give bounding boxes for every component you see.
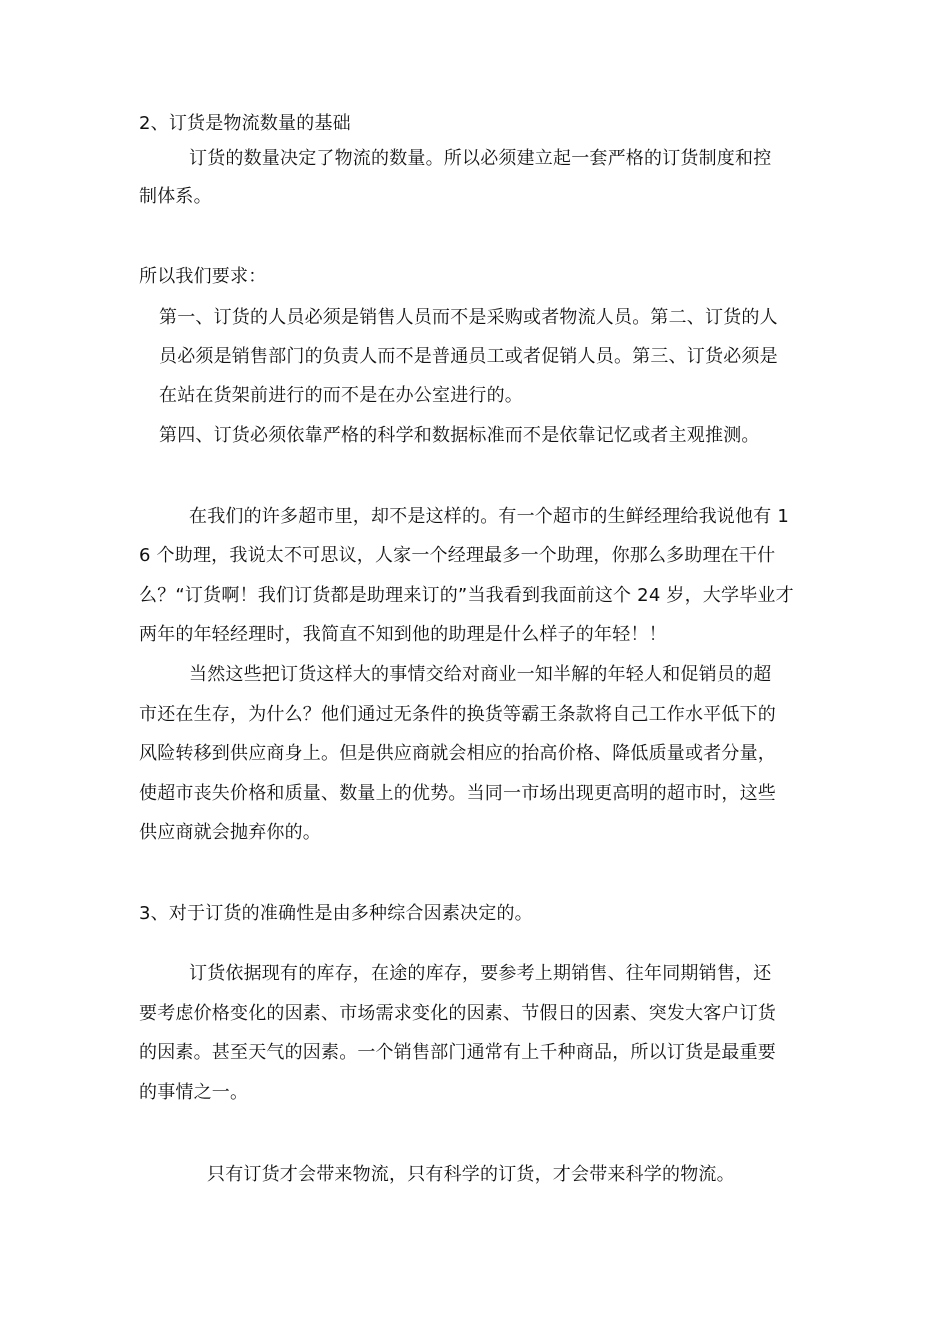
section-3-heading: 3、对于订货的准确性是由多种综合因素决定的。 bbox=[139, 903, 533, 924]
story-paragraph-line: 6 个助理，我说太不可思议，人家一个经理最多一个助理，你那么多助理在干什 bbox=[139, 545, 776, 566]
risk-paragraph-line: 供应商就会抛弃你的。 bbox=[139, 822, 321, 843]
requirement-line: 第一、订货的人员必须是销售人员而不是采购或者物流人员。第二、订货的人 bbox=[159, 307, 778, 328]
story-paragraph-line: 两年的年轻经理时，我简直不知到他的助理是什么样子的年轻！！ bbox=[139, 624, 667, 645]
section-3-paragraph-line: 要考虑价格变化的因素、市场需求变化的因素、节假日的因素、突发大客户订货 bbox=[139, 1003, 776, 1024]
risk-paragraph-line: 当然这些把订货这样大的事情交给对商业一知半解的年轻人和促销员的超 bbox=[189, 664, 772, 685]
requirement-line: 员必须是销售部门的负责人而不是普通员工或者促销人员。第三、订货必须是 bbox=[159, 346, 778, 367]
section-3-paragraph-line: 的事情之一。 bbox=[139, 1082, 249, 1103]
story-paragraph-line: 么？“订货啊！我们订货都是助理来订的”当我看到我面前这个 24 岁，大学毕业才 bbox=[139, 585, 794, 606]
risk-paragraph-line: 风险转移到供应商身上。但是供应商就会相应的抬高价格、降低质量或者分量， bbox=[139, 743, 776, 764]
section-2-paragraph-line: 制体系。 bbox=[139, 186, 212, 207]
risk-paragraph-line: 市还在生存，为什么？他们通过无条件的换货等霸王条款将自己工作水平低下的 bbox=[139, 704, 776, 725]
section-3-paragraph-line: 的因素。甚至天气的因素。一个销售部门通常有上千种商品，所以订货是最重要 bbox=[139, 1042, 776, 1063]
requirement-line: 第四、订货必须依靠严格的科学和数据标准而不是依靠记忆或者主观推测。 bbox=[159, 425, 760, 446]
closing-statement: 只有订货才会带来物流，只有科学的订货，才会带来科学的物流。 bbox=[207, 1164, 735, 1185]
risk-paragraph-line: 使超市丧失价格和质量、数量上的优势。当同一市场出现更高明的超市时，这些 bbox=[139, 783, 776, 804]
requirements-intro: 所以我们要求： bbox=[139, 266, 267, 287]
section-2-heading: 2、订货是物流数量的基础 bbox=[139, 113, 351, 134]
requirement-line: 在站在货架前进行的而不是在办公室进行的。 bbox=[159, 385, 523, 406]
section-2-paragraph-line: 订货的数量决定了物流的数量。所以必须建立起一套严格的订货制度和控 bbox=[189, 148, 772, 169]
story-paragraph-line: 在我们的许多超市里，却不是这样的。有一个超市的生鲜经理给我说他有 1 bbox=[189, 506, 789, 527]
section-3-paragraph-line: 订货依据现有的库存，在途的库存，要参考上期销售、往年同期销售，还 bbox=[189, 963, 772, 984]
